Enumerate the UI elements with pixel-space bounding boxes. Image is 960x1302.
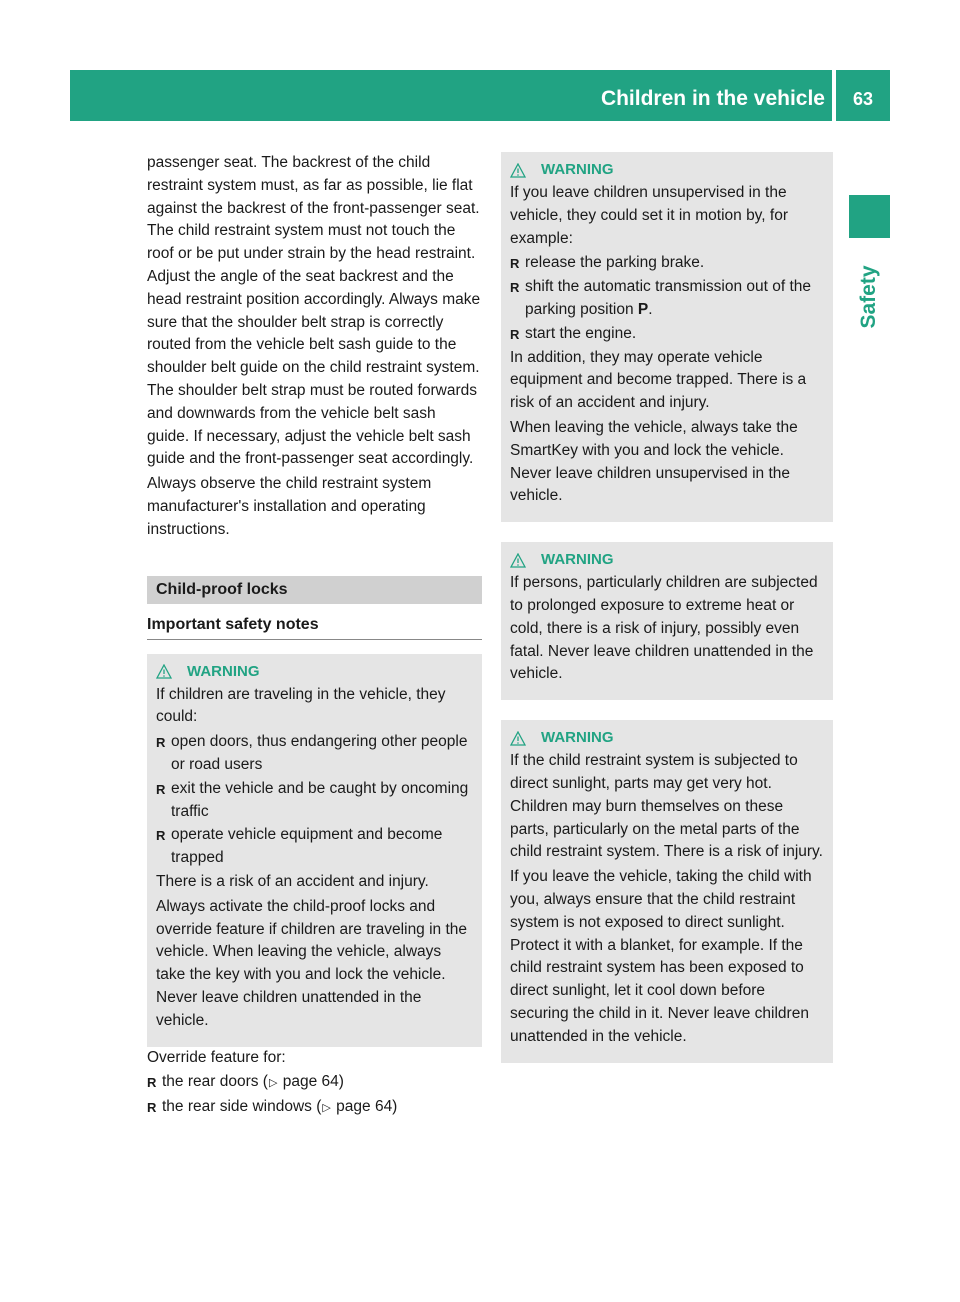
page-number: 63 [852,89,874,109]
warning-header [156,663,474,681]
page-reference-link[interactable]: page 64) [336,1098,398,1116]
override-title: Override feature for: [147,1048,286,1066]
warning-box [501,152,833,522]
warning-triangle-icon [510,731,526,746]
warning-label: WARNING [541,161,614,178]
right-column [501,152,833,1063]
warning-triangle-icon [510,163,526,178]
side-tab-label [851,252,887,342]
warning-text: There is a risk of an accident and injury. [156,872,429,890]
warning-lead: If you leave children unsupervised in the vehicle, they could set it in motion by, for example: [510,184,788,247]
list-item: R exit the vehicle and be caught by oncoming traffic [156,778,474,824]
page-title: Children in the vehicle [600,87,825,110]
intro-paragraph-2: Always observe the child restraint system manufacturer's installation and operating instructions. [147,475,432,538]
warning-box [501,720,833,1062]
list-item-text: the rear doors ( [162,1073,268,1091]
warning-text: If you leave the vehicle, taking the child with you, always ensure that the child restraint system is not exposed to direct sunlight. Protect it with a blanket, for example. If the child restraint system has been exposed to direct sunlight, let it cool down before securing the child in it. Never leave children unattended in the vehicle. [510,868,812,1045]
list-item [510,323,825,346]
warning-text: Always activate the child-proof locks and override feature if children are traveling in the vehicle. When leaving the vehicle, always take the key with you and lock the vehicle. Never leave children unattended in the vehicle. [156,897,468,1029]
warning-label: WARNING [541,551,614,569]
list-item: R operate vehicle equipment and become trapped [156,824,474,870]
list-item [147,1096,482,1120]
warning-header [510,551,825,569]
subsection-title: Important safety notes [147,614,482,640]
warning-box [147,654,482,1047]
triangle-right-icon: ▷ [268,1077,278,1090]
warning-box [501,542,833,700]
gear-position: P [637,300,649,318]
warning-label: WARNING [541,729,614,747]
section-title: Child-proof locks [147,576,482,604]
warning-label: WARNING [187,662,260,680]
side-tab-block [849,195,890,238]
side-tab-text: Safety [857,265,880,329]
warning-text: If the child restraint system is subjected to direct sunlight, parts may get very hot. Children may burn themselves on these parts, particularly on the metal parts of the child restraint system. There is a risk of injury. [510,752,823,861]
warning-lead: If children are traveling in the vehicle, they could: [156,685,446,726]
warning-triangle-icon [156,664,172,679]
list-item-text: the rear side windows ( [162,1098,322,1116]
list-item-text: start the engine. [525,324,637,342]
intro-paragraph: passenger seat. The backrest of the child restraint system must, as far as possible, lie flat against the backrest of the front-passenger seat. The child restraint system must not touch the roof or be put under strain by the head restraint. Adjust the angle of the seat backrest and the head restraint position accordingly. Always make sure that the shoulder belt strap is correctly routed from the vehicle belt sash guide to the shoulder belt guide on the child restraint system. The shoulder belt strap must be routed forwards and downwards from the vehicle belt sash guide. If necessary, adjust the vehicle belt sash guide and the front-passenger seat accordingly. [147,154,481,468]
warning-header [510,161,825,179]
warning-triangle-icon [510,553,526,568]
list-item: R shift the automatic transmission out of the parking position P. [510,276,825,322]
list-item-text: shift the automatic transmission out of the parking position [525,278,812,318]
page-reference-link[interactable]: page 64) [282,1073,344,1091]
list-item: R open doors, thus endangering other people or road users [156,731,474,777]
left-column [147,152,482,1121]
list-item-text: release the parking brake. [525,254,705,272]
warning-text: When leaving the vehicle, always take the SmartKey with you and lock the vehicle. Never leave children unsupervised in the vehicle. [510,418,798,505]
triangle-right-icon: ▷ [322,1102,331,1115]
warning-header [510,729,825,747]
warning-text: In addition, they may operate vehicle equipment and become trapped. There is a risk of an accident and injury. [510,348,807,412]
list-item [510,252,825,275]
warning-text: If persons, particularly children are subjected to prolonged exposure to extreme heat or cold, there is a risk of injury, possibly even fatal. Never leave children unattended in the vehicle. [510,574,818,683]
list-item [147,1071,482,1095]
